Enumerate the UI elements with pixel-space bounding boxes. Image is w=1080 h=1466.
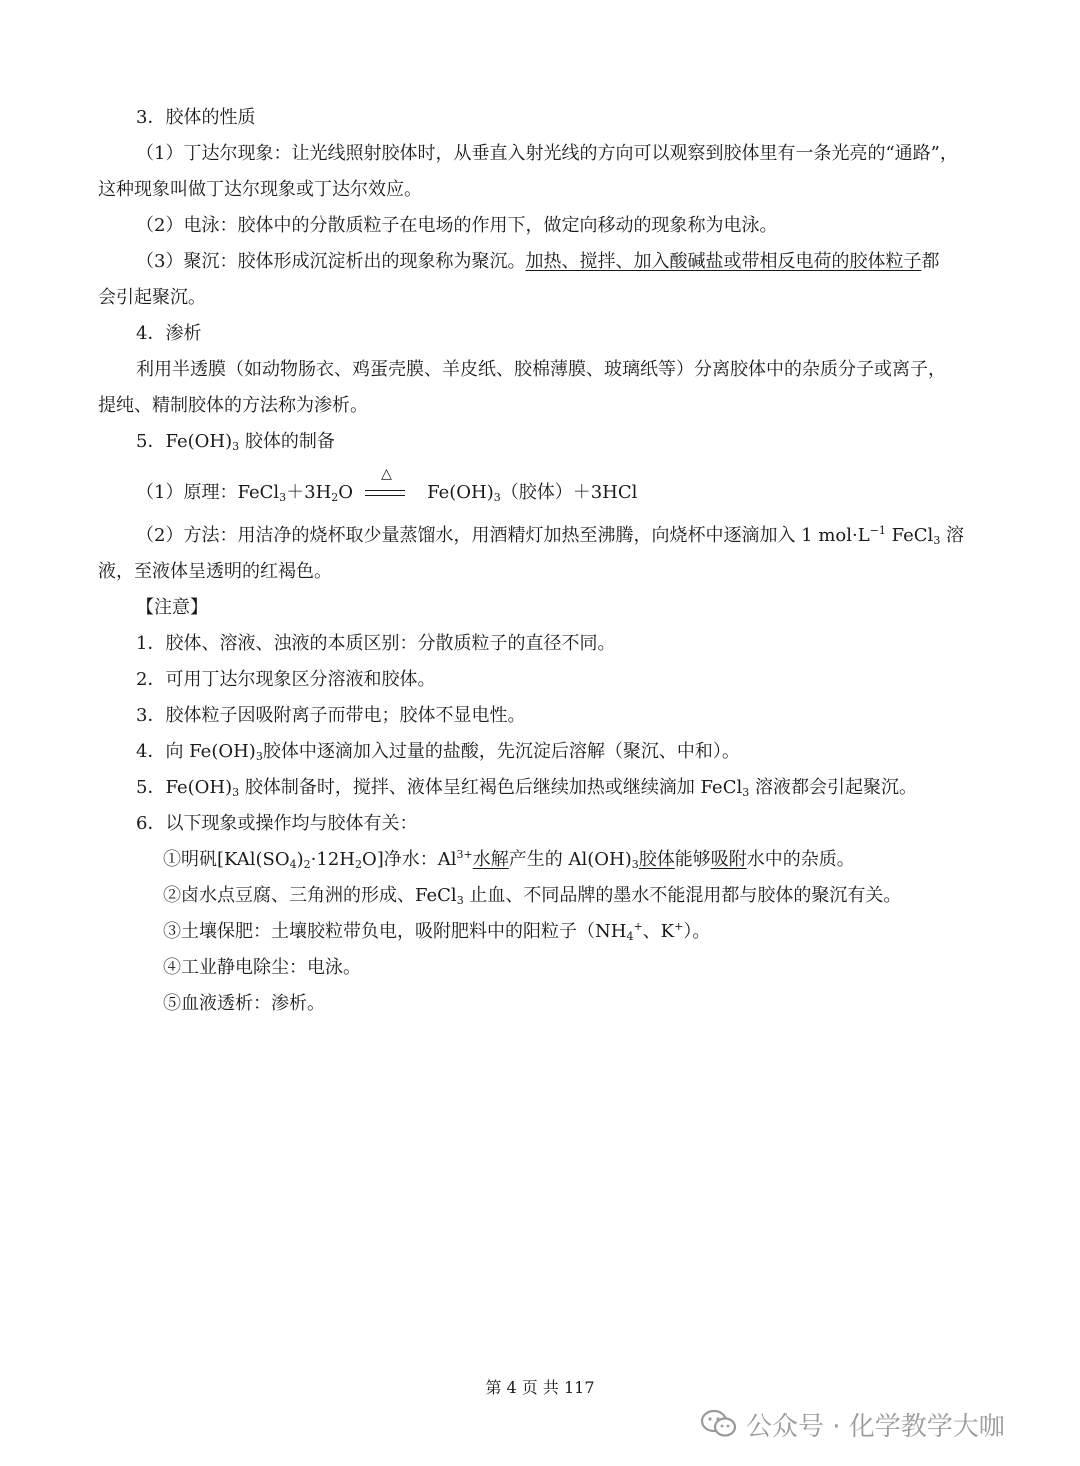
subscript: 2 <box>303 858 311 871</box>
notes-heading: 【注意】 <box>136 597 208 618</box>
note-6-item-3 <box>163 920 1053 944</box>
note-2: 2．可用丁达尔现象区分溶液和胶体。 <box>136 669 436 690</box>
subscript: 3 <box>456 894 464 907</box>
text-run: （3）聚沉：胶体形成沉淀析出的现象称为聚沉。 <box>136 251 526 272</box>
note-4 <box>136 740 1026 764</box>
text-run: 、K <box>642 921 675 942</box>
text-run: 都 <box>921 251 940 272</box>
text-run: 胶体制备时，搅拌、液体呈红褐色后继续加热或继续滴加 FeCl <box>239 777 743 798</box>
note-6-item-1 <box>163 848 1053 872</box>
subscript: 3 <box>232 440 240 453</box>
section-4-heading: 4．渗析 <box>136 323 202 344</box>
text-run: 胶体中逐滴加入过量的盐酸，先沉淀后溶解（聚沉、中和）。 <box>262 741 740 762</box>
text-run: 能够 <box>674 849 711 870</box>
subscript: 3 <box>742 786 750 799</box>
s3-paragraph-1a: （1）丁达尔现象：让光线照射胶体时，从垂直入射光线的方向可以观察到胶体里有一条光亮的“通路”， <box>136 143 958 164</box>
subscript: 2 <box>331 491 339 504</box>
text-run: 水中的杂质。 <box>746 849 855 870</box>
reaction-arrow <box>361 466 419 505</box>
text-run: 胶体的制备 <box>239 431 335 452</box>
note-1: 1．胶体、溶液、浊液的本质区别：分散质粒子的直径不同。 <box>136 633 616 654</box>
subscript: 3 <box>933 534 941 547</box>
text-run: ）。 <box>683 921 711 942</box>
section-3-heading: 3．胶体的性质 <box>136 107 256 128</box>
note-5 <box>136 776 1026 800</box>
underlined-phrase: 水解 <box>472 849 509 870</box>
text-run: O <box>338 482 354 503</box>
s5-method-a <box>136 524 1026 548</box>
text-run: ②卤水点豆腐、三角洲的形成、FeCl <box>163 885 457 906</box>
text-run: （1）原理：FeCl <box>136 482 280 503</box>
text-run: 止血、不同品牌的墨水不能混用都与胶体的聚沉有关。 <box>463 885 902 906</box>
s3-paragraph-2: （2）电泳：胶体中的分散质粒子在电场的作用下，做定向移动的现象称为电泳。 <box>136 215 778 236</box>
s3-paragraph-3a <box>136 250 1026 274</box>
superscript: −1 <box>869 524 886 537</box>
s5-method-b: 液，至液体呈透明的红褐色。 <box>98 561 332 582</box>
watermark-text: 公众号 · 化学教学大咖 <box>746 1411 1005 1442</box>
s4-paragraph-b: 提纯、精制胶体的方法称为渗析。 <box>98 395 368 416</box>
equals-line <box>365 490 405 491</box>
text-run: （2）方法：用洁净的烧杯取少量蒸馏水，用酒精灯加热至沸腾，向烧杯中逐滴加入 1 mol·L <box>136 525 870 546</box>
text-run: 产生的 Al(OH) <box>508 849 632 870</box>
text-run: 4．向 Fe(OH) <box>136 741 256 762</box>
text-run: 溶 <box>940 525 965 546</box>
subscript: 2 <box>354 858 362 871</box>
note-6-item-2 <box>163 884 1053 908</box>
subscript: 4 <box>626 930 634 943</box>
note-3: 3．胶体粒子因吸附离子而带电；胶体不显电性。 <box>136 705 526 726</box>
s5-principle-equation <box>136 466 1026 505</box>
underlined-phrase: 胶体 <box>638 849 675 870</box>
subscript: 3 <box>279 491 287 504</box>
text-run: ·12H <box>310 849 355 870</box>
section-5-heading <box>136 430 1026 454</box>
superscript: 3+ <box>456 848 473 861</box>
text-run: FeCl <box>885 525 934 546</box>
text-run: ③土壤保肥：土壤胶粒带负电，吸附肥料中的阳粒子（NH <box>163 921 627 942</box>
watermark <box>700 1404 1005 1444</box>
text-run: 溶液都会引起聚沉。 <box>749 777 917 798</box>
text-run: （胶体）＋3HCl <box>500 482 638 503</box>
subscript: 3 <box>493 491 501 504</box>
subscript: 3 <box>232 786 240 799</box>
superscript: + <box>674 920 684 933</box>
equals-line <box>365 495 405 496</box>
s3-paragraph-1b: 这种现象叫做丁达尔现象或丁达尔效应。 <box>98 179 422 200</box>
subscript: 3 <box>631 858 639 871</box>
text-run: ＋3H <box>286 482 332 503</box>
page-footer: 第 4 页 共 117 <box>485 1378 595 1397</box>
s4-paragraph-a: 利用半透膜（如动物肠衣、鸡蛋壳膜、羊皮纸、胶棉薄膜、玻璃纸等）分离胶体中的杂质分子或离子， <box>136 359 946 380</box>
text-run: ) <box>296 849 304 870</box>
underlined-phrase: 加热、搅拌、加入酸碱盐或带相反电荷的胶体粒子 <box>525 251 922 272</box>
text-run: ①明矾[KAl(SO <box>163 849 290 870</box>
text-run: O]净水：Al <box>361 849 457 870</box>
superscript: + <box>633 920 643 933</box>
text-run: 5．Fe(OH) <box>136 431 233 452</box>
subscript: 3 <box>255 750 263 763</box>
note-6-item-4: ④工业静电除尘：电泳。 <box>163 957 361 978</box>
note-6-item-5: ⑤血液透析：渗析。 <box>163 993 325 1014</box>
underlined-phrase: 吸附 <box>710 849 747 870</box>
s3-paragraph-3b: 会引起聚沉。 <box>98 287 206 308</box>
subscript: 4 <box>289 858 297 871</box>
note-6: 6．以下现象或操作均与胶体有关： <box>136 813 418 834</box>
heating-triangle-icon: △ <box>381 466 392 482</box>
text-run: Fe(OH) <box>427 482 494 503</box>
wechat-icon <box>700 1409 738 1439</box>
text-run: 5．Fe(OH) <box>136 777 233 798</box>
